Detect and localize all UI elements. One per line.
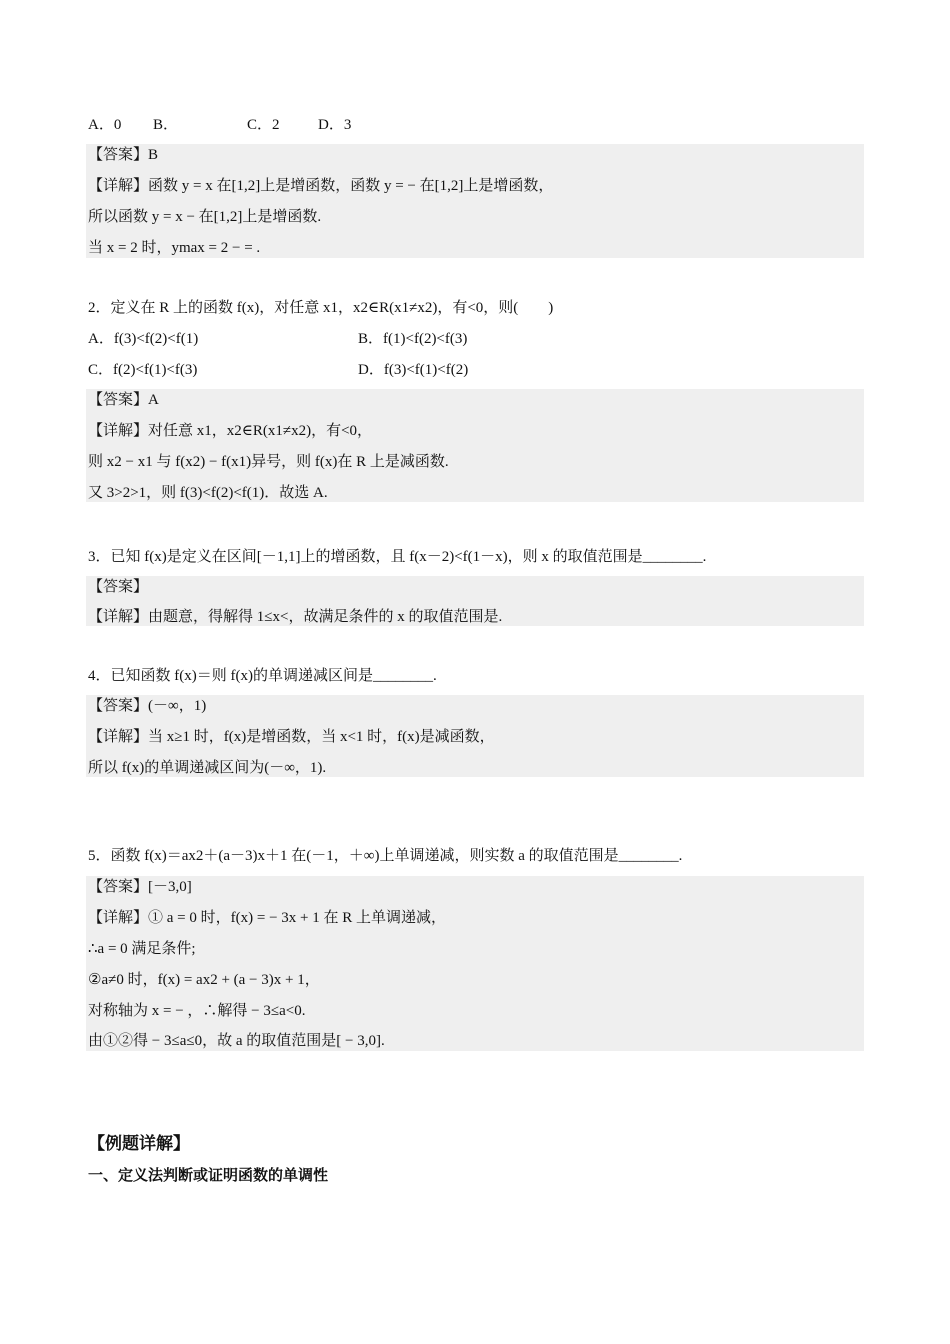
q3-detail-line: 【详解】由题意，得解得 1≤x<，故满足条件的 x 的取值范围是. [88,609,503,625]
q1-option-a: A．0 [88,117,122,133]
q2-detail-line: 则 x2 − x1 与 f(x2) − f(x1)异号，则 f(x)在 R 上是减函数. [88,454,449,470]
q1-detail-line: 所以函数 y = x − 在[1,2]上是增函数. [88,209,322,225]
q1-detail-line: 【详解】函数 y = x 在[1,2]上是增函数，函数 y = − 在[1,2]上是增函数， [88,178,554,194]
q4-detail-line: 【详解】当 x≥1 时，f(x)是增函数，当 x<1 时，f(x)是减函数， [88,729,495,745]
q2-option-d: D．f(3)<f(1)<f(2) [358,362,469,378]
q5-solution-box [86,876,864,1051]
q1-option-b: B． [153,117,179,133]
q5-detail-line: 由①②得 − 3≤a≤0，故 a 的取值范围是[ − 3,0]. [88,1033,385,1049]
q5-detail-line: 【详解】① a = 0 时，f(x) = − 3x + 1 在 R 上单调递减， [88,910,446,926]
q2-stem: 2．定义在 R 上的函数 f(x)，对任意 x1，x2∈R(x1≠x2)，有<0，则( ) [88,300,554,316]
q2-answer: 【答案】A [88,392,159,408]
section-subtitle: 一、定义法判断或证明函数的单调性 [88,1166,329,1184]
q3-stem: 3．已知 f(x)是定义在区间[－1,1]上的增函数，且 f(x－2)<f(1－x)，则 x 的取值范围是________. [88,549,707,565]
q5-detail-line: 对称轴为 x = − ，∴解得 − 3≤a<0. [88,1003,306,1019]
q5-answer: 【答案】[－3,0] [88,879,192,895]
q2-detail-line: 又 3>2>1，则 f(3)<f(2)<f(1)．故选 A. [88,485,328,501]
q4-answer: 【答案】(－∞，1) [88,698,207,714]
q1-detail-line: 当 x = 2 时，ymax = 2 − = . [88,240,261,256]
q2-option-c: C．f(2)<f(1)<f(3) [88,362,198,378]
q2-detail-line: 【详解】对任意 x1，x2∈R(x1≠x2)，有<0， [88,423,373,439]
q5-stem: 5．函数 f(x)＝ax2＋(a－3)x＋1 在(－1，＋∞)上单调递减，则实数 a 的取值范围是________. [88,848,683,864]
q1-answer: 【答案】B [88,147,159,163]
q4-detail-line: 所以 f(x)的单调递减区间为(－∞，1). [88,760,327,776]
q5-detail-line: ②a≠0 时，f(x) = ax2 + (a − 3)x + 1， [88,972,320,988]
q1-option-c: C．2 [247,117,280,133]
q2-option-b: B．f(1)<f(2)<f(3) [358,331,468,347]
q4-stem: 4．已知函数 f(x)＝则 f(x)的单调递减区间是________. [88,668,437,684]
q2-option-a: A．f(3)<f(2)<f(1) [88,331,199,347]
q5-detail-line: ∴a = 0 满足条件; [88,941,196,957]
section-title: 【例题详解】 [88,1134,190,1154]
q1-option-d: D．3 [318,117,352,133]
q3-answer: 【答案】 [88,579,149,595]
